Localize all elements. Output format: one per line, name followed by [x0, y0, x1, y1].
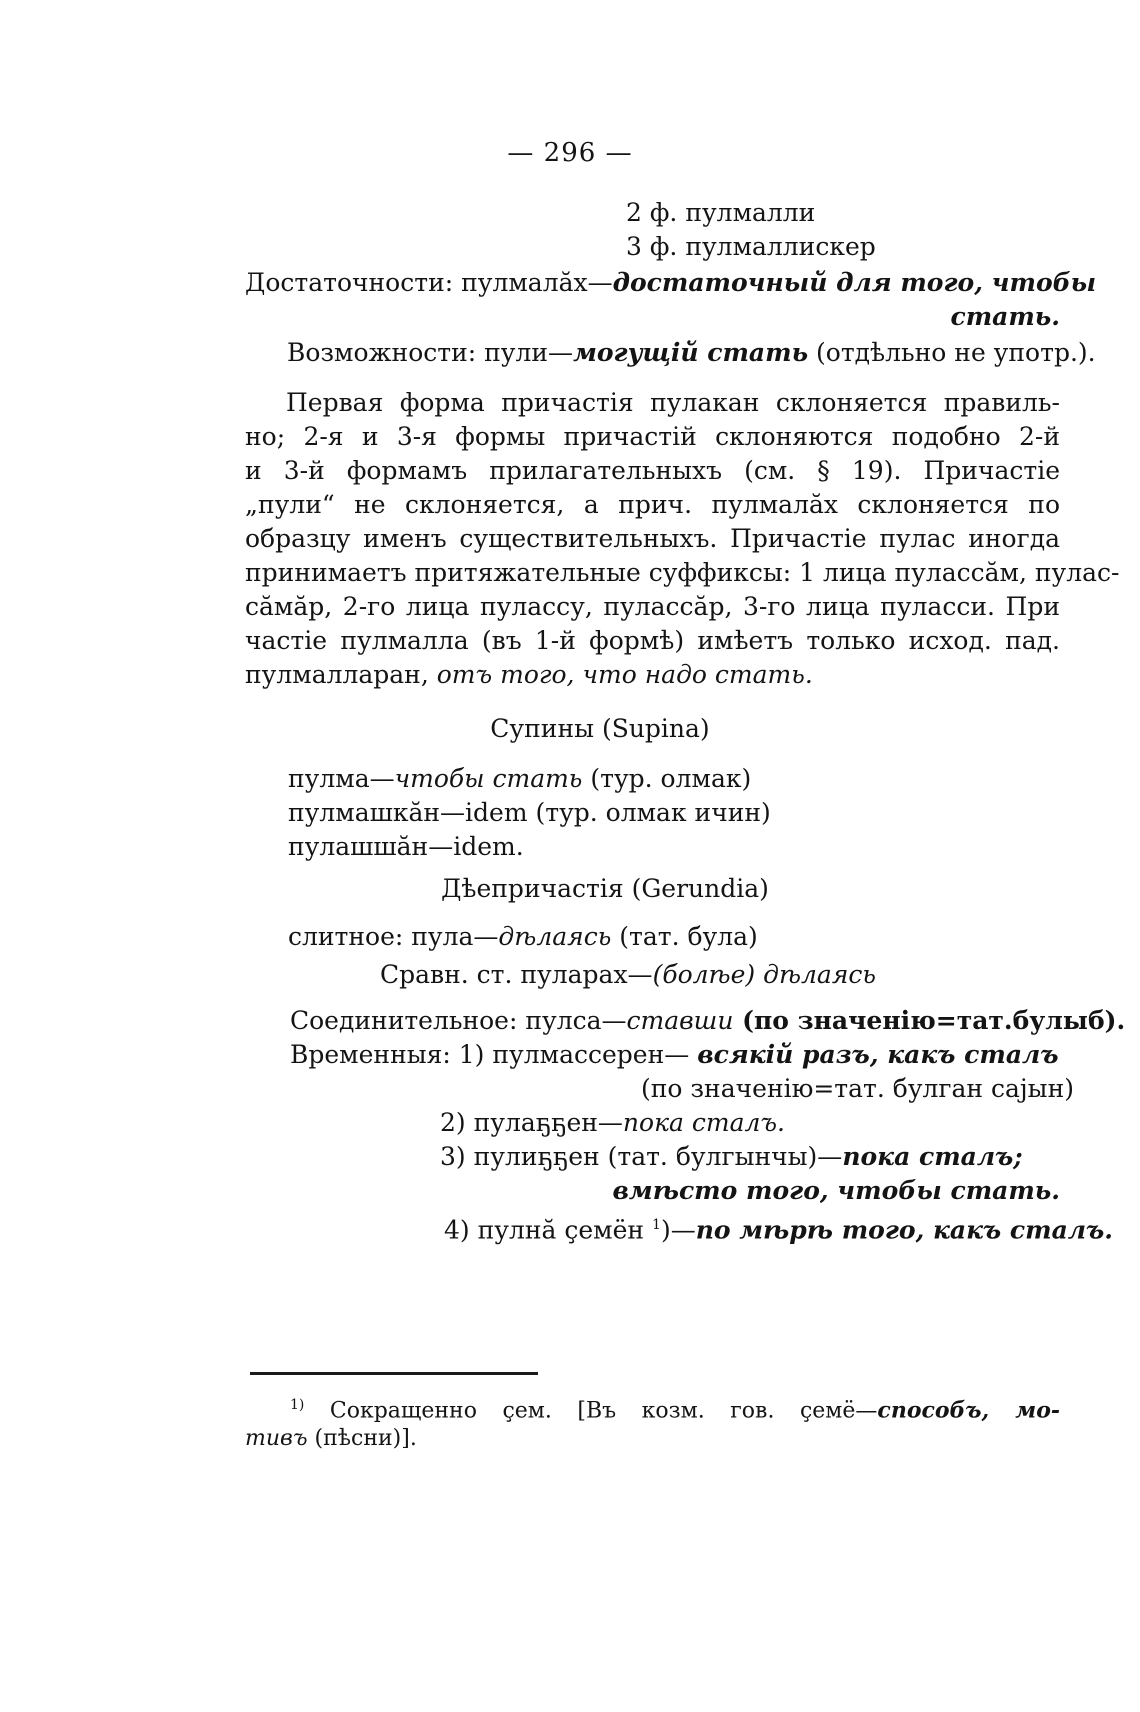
paragraph-line-5: образцу именъ существительныхъ. Причастіе пулас иногда: [245, 524, 1060, 553]
supina-row-1: [288, 762, 751, 796]
footnote-rule: [250, 1372, 538, 1375]
paragraph-line-2: но; 2-я и 3-я формы причастій склоняются подобно 2-й: [245, 422, 1060, 451]
footnote-gloss: способъ, мо-: [877, 1397, 1060, 1424]
gerundia-slitnoe-note: (тат. була): [611, 922, 758, 951]
gerundia-temporal-2: [440, 1106, 785, 1140]
gerundia-temporal-1-gloss: всякій разъ, какъ сталъ: [697, 1040, 1059, 1069]
paragraph-line-8: частіе пулмалла (въ 1-й формѣ) имѣетъ только исход. пад.: [245, 626, 1060, 655]
sufficiency-gloss: достаточный для того, чтобы: [612, 268, 1097, 297]
form-3: 3 ф. пулмаллискер: [626, 232, 876, 261]
gerundia-temporal-4-gloss: по мѣрѣ того, какъ сталъ.: [695, 1215, 1113, 1245]
gerundia-conjunctive: [290, 1004, 1125, 1038]
gerundia-temporal-3-gloss-2: вмѣсто того, чтобы стать.: [612, 1176, 1060, 1205]
gerundia-temporal-1: [290, 1038, 1059, 1072]
paragraph-line-4: „пули“ не склоняется, а прич. пулмалӑх склоняется по: [245, 490, 1060, 519]
paragraph-line-7: сӑмӑр, 2-го лица пулассу, пулассӑр, 3-го лица пуласси. При: [245, 592, 1060, 621]
gerundia-temporal-4: [444, 1208, 1113, 1247]
page-number: — 296 —: [507, 138, 633, 168]
gerundia-slitnoe: [288, 920, 758, 954]
footnote-tail: (пѣсни)].: [307, 1426, 417, 1451]
gerundia-comparative-label: Сравн. ст. пуларах—: [380, 960, 653, 989]
gerundia-heading: Дѣепричастія (Gerundia): [441, 874, 769, 903]
gerundia-slitnoe-gloss: дѣлаясь: [498, 922, 612, 951]
possibility-note: (отдѣльно не употр.).: [808, 338, 1096, 367]
gerundia-conjunctive-note: (по значенію=тат.булыб).: [733, 1006, 1126, 1035]
gerundia-comparative: [380, 958, 876, 992]
possibility-gloss: могущій стать: [573, 338, 809, 367]
gerundia-temporal-3: [440, 1140, 1023, 1174]
gerundia-temporal-3-gloss: пока сталъ;: [842, 1142, 1023, 1171]
gerundia-temporal-3-label: 3) пулиҕҕен (тат. булгынчы)—: [440, 1142, 843, 1171]
paragraph-line-6: принимаетъ притяжательные суффиксы: 1 лица пулассӑм, пулас-: [245, 558, 1120, 587]
gerundia-temporal-4-label: 4) пулнӑ ҫемён: [444, 1215, 653, 1245]
supina-row-1-gloss: чтобы стать: [394, 764, 583, 793]
gerundia-temporal-4-dash: )—: [660, 1215, 696, 1245]
possibility-label: Возможности: пули—: [287, 338, 574, 367]
supina-heading: Супины (Supina): [490, 714, 710, 743]
form-2: 2 ф. пулмалли: [626, 198, 816, 227]
sufficiency-gloss-continued: [950, 300, 1060, 334]
footnote-line-2: [245, 1422, 417, 1456]
gerundia-slitnoe-label: слитное: пула—: [288, 922, 499, 951]
supina-row-1-note: (тур. олмак): [582, 764, 752, 793]
gerundia-temporal-2-gloss: пока сталъ.: [622, 1108, 785, 1137]
paragraph-line-9-plain: пулмалларан,: [245, 660, 437, 689]
gerundia-temporal-1-note: (по значенію=тат. булган саjын): [641, 1074, 1074, 1103]
supina-row-1-word: пулма—: [288, 764, 395, 793]
paragraph-line-9: [245, 658, 813, 692]
gerundia-temporal-3-cont: [613, 1174, 1060, 1208]
gerundia-conjunctive-gloss: ставши: [626, 1006, 734, 1035]
paragraph-line-3: и 3-й формамъ прилагательныхъ (см. § 19). Причастіе: [245, 456, 1060, 485]
gerundia-temporal-2-label: 2) пулаҕҕен—: [440, 1108, 623, 1137]
gerundia-temporal-1-label: Временныя: 1) пулмассерен—: [290, 1040, 698, 1069]
supina-row-2: пулмашкӑн—idem (тур. олмак ичин): [288, 798, 771, 827]
paragraph-line-9-italic: отъ того, что надо стать.: [436, 660, 813, 689]
paragraph-line-1: Первая форма причастія пулакан склоняется правиль-: [286, 388, 1060, 417]
footnote-text: Сокращенно ҫем. [Въ козм. гов. ҫемё—: [304, 1398, 878, 1424]
footnote-ref: 1: [652, 1217, 661, 1233]
sufficiency-gloss-end: стать.: [950, 302, 1060, 331]
supina-row-3: пулашшӑн—idem.: [288, 832, 524, 861]
footnote-gloss-2: тивъ: [245, 1426, 308, 1451]
gerundia-conjunctive-label: Соединительное: пулса—: [290, 1006, 627, 1035]
sufficiency-label: Достаточности: пулмалӑх—: [245, 268, 613, 297]
gerundia-comparative-gloss: (болѣе) дѣлаясь: [652, 960, 876, 989]
footnote-marker: 1): [290, 1397, 305, 1413]
sufficiency-line: [245, 266, 1097, 300]
possibility-line: [287, 336, 1096, 370]
